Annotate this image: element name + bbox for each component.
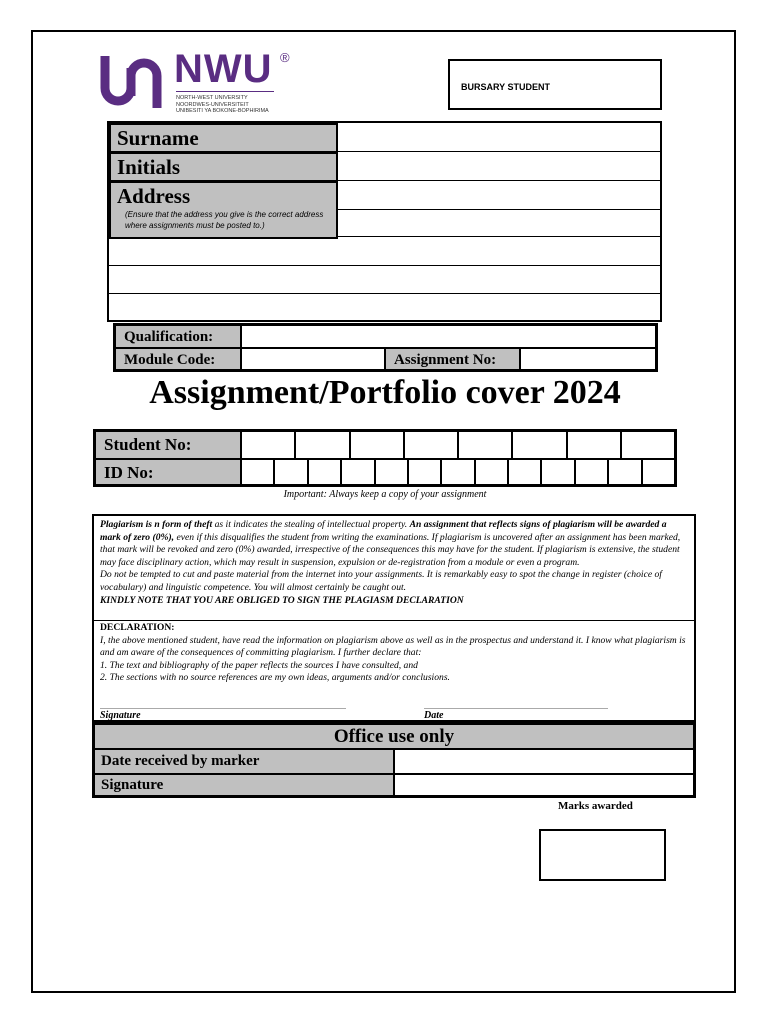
date-received-label: Date received by marker xyxy=(94,749,394,774)
office-use-heading: Office use only xyxy=(94,724,694,749)
student-no-label: Student No: xyxy=(95,431,241,459)
registered-mark: ® xyxy=(280,50,290,65)
logo-subtitle xyxy=(176,95,286,115)
date-received-field[interactable] xyxy=(394,749,694,774)
id-no-digit-box[interactable] xyxy=(375,459,408,485)
declaration-heading: DECLARATION: xyxy=(100,622,175,633)
surname-label: Surname xyxy=(109,123,338,153)
module-code-label: Module Code: xyxy=(115,348,241,370)
surname-field[interactable] xyxy=(338,123,660,151)
plagiarism-text xyxy=(100,519,688,607)
declaration-item-1: 1. The text and bibliography of the paper reflects the sources I have consulted, and xyxy=(100,659,418,671)
date-line[interactable] xyxy=(424,708,608,709)
marks-awarded-label: Marks awarded xyxy=(558,800,633,812)
logo-line-2: NOORDWES-UNIVERSITEIT xyxy=(176,101,249,108)
student-no-digit-box[interactable] xyxy=(404,431,458,459)
personal-details-block xyxy=(107,121,662,322)
address-field[interactable] xyxy=(338,181,660,236)
divider xyxy=(94,620,694,621)
id-no-digit-box[interactable] xyxy=(541,459,574,485)
declaration-text xyxy=(100,622,688,685)
signature-label: Signature xyxy=(100,710,141,721)
id-no-digit-box[interactable] xyxy=(241,459,274,485)
id-no-digit-box[interactable] xyxy=(274,459,307,485)
office-signature-label: Signature xyxy=(94,774,394,796)
qualification-label: Qualification: xyxy=(115,325,241,348)
id-no-digit-box[interactable] xyxy=(475,459,508,485)
logo-divider xyxy=(176,91,274,92)
id-no-digit-box[interactable] xyxy=(441,459,474,485)
id-no-digit-box[interactable] xyxy=(642,459,675,485)
address-label xyxy=(109,181,338,239)
module-code-field[interactable] xyxy=(241,348,385,370)
office-use-block xyxy=(92,722,696,798)
student-no-digit-box[interactable] xyxy=(621,431,675,459)
address-label-text: Address xyxy=(117,184,191,208)
student-no-digit-box[interactable] xyxy=(567,431,621,459)
student-no-digit-box[interactable] xyxy=(350,431,404,459)
logo-line-3: UNIBESITI YA BOKONE-BOPHIRIMA xyxy=(176,108,269,114)
id-no-digit-box[interactable] xyxy=(408,459,441,485)
student-id-block xyxy=(93,429,677,487)
id-no-digit-box[interactable] xyxy=(575,459,608,485)
bursary-student-box: BURSARY STUDENT xyxy=(448,59,662,110)
signature-line[interactable] xyxy=(100,708,346,709)
course-block xyxy=(113,323,658,372)
marks-awarded-box[interactable] xyxy=(539,829,666,881)
declaration-item-2: 2. The sections with no source references are my own ideas, arguments and/or conclusions. xyxy=(100,672,450,684)
plagiarism-text-3: Do not be tempted to cut and paste material from the internet into your assignments. It is remarkably easy to spot the change in register (choice of vocabulary) and linguistic competence. You will almost certainly be caught out. xyxy=(100,569,662,593)
nwu-logo-icon xyxy=(98,50,166,114)
id-no-digit-box[interactable] xyxy=(308,459,341,485)
address-note: (Ensure that the address you give is the correct address where assignments must be posted to.) xyxy=(125,210,324,230)
plagiarism-text-2: even if this disqualifies the student from writing the examinations. If plagiarism is uncovered after an assignment has been marked, that mark will be revoked and zero (0%) awarded, irrespective of the consequences this may have for the student. If plagiarism is extensive, the student may face disciplinary action, which may result in suspension, expulsion or de-registration from a module or even a program. xyxy=(100,531,681,568)
date-label: Date xyxy=(424,710,444,721)
address-extra-lines[interactable] xyxy=(109,237,660,322)
logo-line-1: NORTH-WEST UNIVERSITY xyxy=(176,95,248,101)
qualification-field[interactable] xyxy=(241,325,656,348)
logo-wordmark: NWU xyxy=(174,47,273,91)
id-no-digit-box[interactable] xyxy=(608,459,641,485)
id-no-digit-box[interactable] xyxy=(341,459,374,485)
plagiarism-text-1: as it indicates the stealing of intellectual property. xyxy=(212,519,410,530)
plagiarism-notice: KINDLY NOTE THAT YOU ARE OBLIGED TO SIGN THE PLAGIASM DECLARATION xyxy=(100,594,464,606)
student-no-digit-box[interactable] xyxy=(241,431,295,459)
assignment-no-field[interactable] xyxy=(520,348,656,370)
id-no-digit-box[interactable] xyxy=(508,459,541,485)
declaration-body: I, the above mentioned student, have read the information on plagiarism above as well as in the prospectus and understand it. I know what plagiarism is and am aware of the consequences of committing plagiarism. I further declare that: xyxy=(100,634,686,659)
id-no-label: ID No: xyxy=(95,459,241,485)
plagiarism-box xyxy=(92,514,696,722)
student-no-digit-box[interactable] xyxy=(458,431,512,459)
student-no-digit-box[interactable] xyxy=(295,431,349,459)
page-title: Assignment/Portfolio cover 2024 xyxy=(149,374,621,411)
office-signature-field[interactable] xyxy=(394,774,694,796)
important-note: Important: Always keep a copy of your assignment xyxy=(283,489,487,500)
student-no-digit-box[interactable] xyxy=(512,431,566,459)
plagiarism-warning: An assignment that reflects signs of plagiarism will be awarded a mark of zero (0%), xyxy=(100,519,667,543)
initials-label: Initials xyxy=(109,152,338,182)
plagiarism-lead: Plagiarism is n form of theft xyxy=(100,519,213,530)
initials-field[interactable] xyxy=(338,152,660,180)
assignment-no-label: Assignment No: xyxy=(385,348,520,370)
